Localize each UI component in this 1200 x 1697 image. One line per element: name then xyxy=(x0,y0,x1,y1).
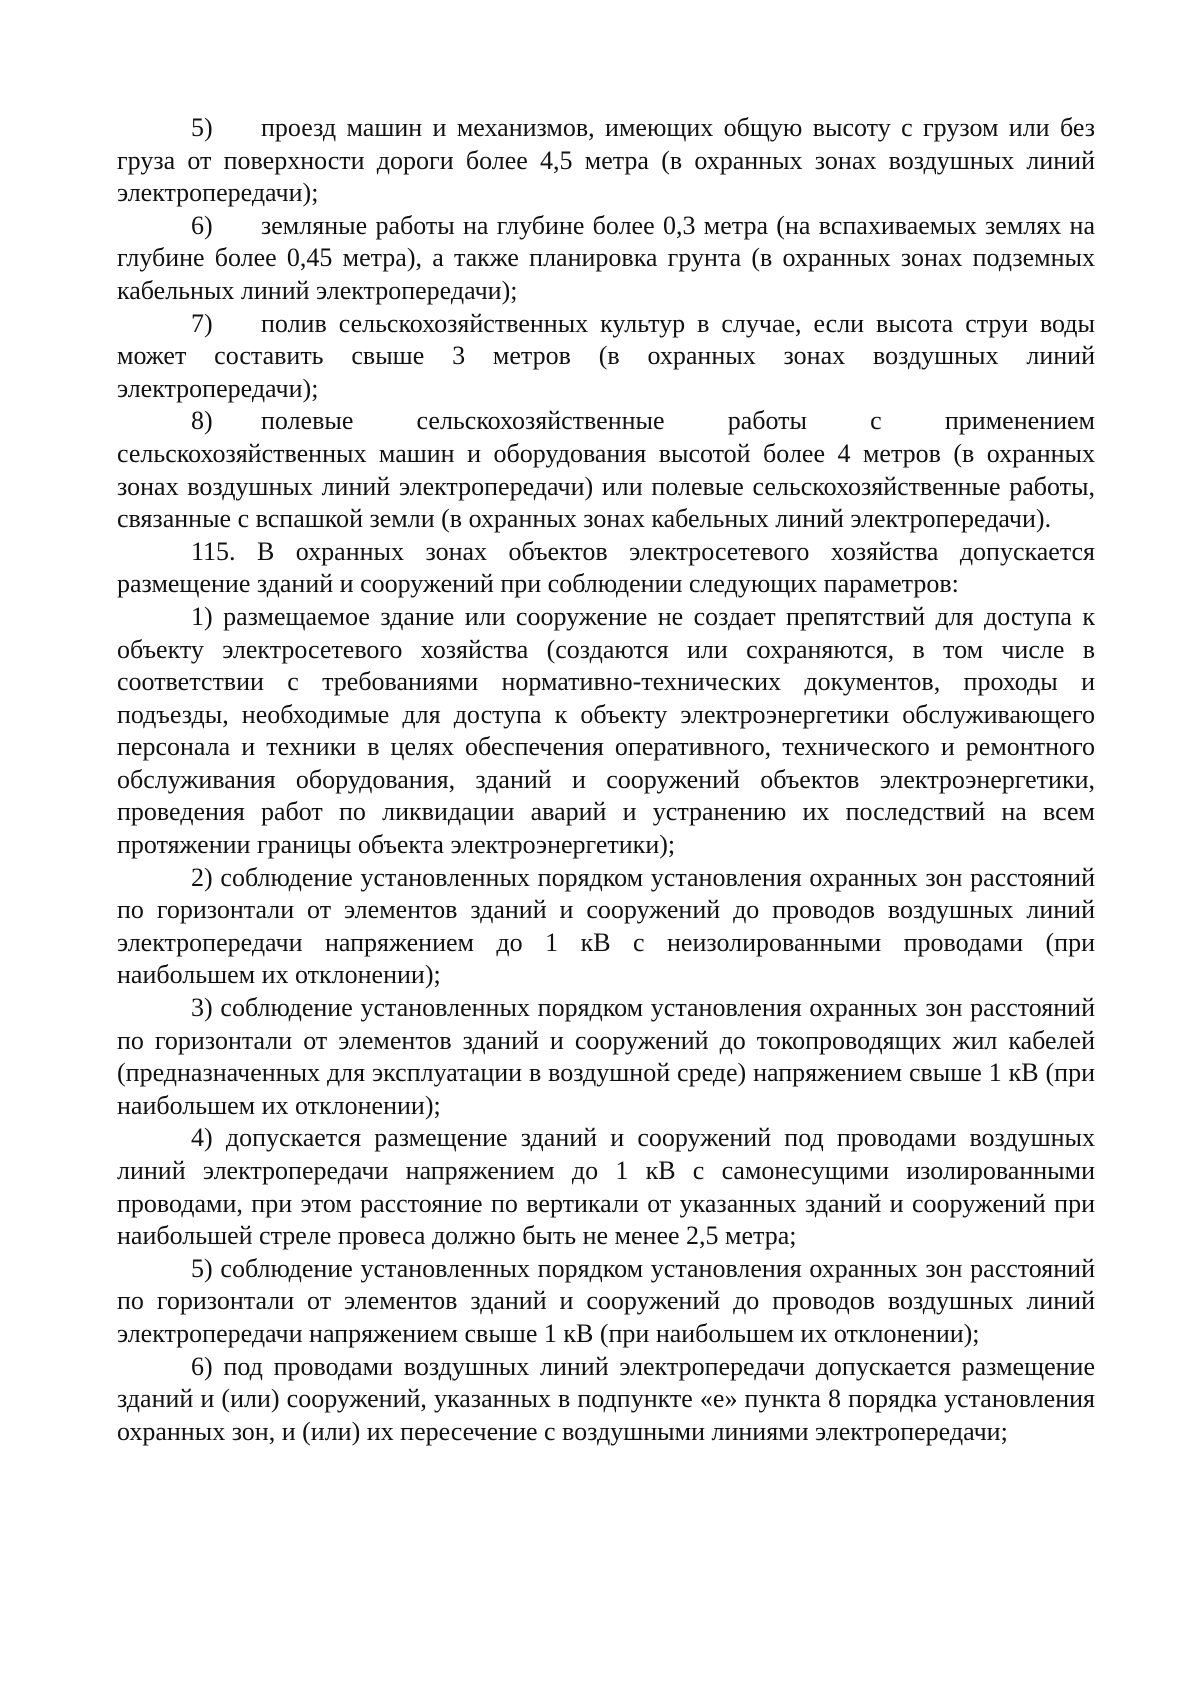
item-text-rest: сельскохозяйственных машин и оборудования высотой более 4 метров (в охранных зонах воздушных линий электропередачи) или полевые сельскохозяйственные работы, связанные с вспашкой земли (в охранных зонах кабельных линий электропередачи). xyxy=(117,438,1095,534)
list-item-6 xyxy=(117,210,1095,308)
param-item-1: 1) размещаемое здание или сооружение не создает препятствий для доступа к объекту электросетевого хозяйства (создаются или сохраняются, в том числе в соответствии с требованиями нормативно-технических документов, проходы и подъезды, необходимые для доступа к объекту электроэнергетики обслуживающего персонала и техники в целях обеспечения оперативного, технического и ремонтного обслуживания оборудования, зданий и сооружений объектов электроэнергетики, проведения работ по ликвидации аварий и устранению их последствий на всем протяжении границы объекта электроэнергетики); xyxy=(117,601,1095,860)
param-item-4: 4) допускается размещение зданий и сооружений под проводами воздушных линий электропередачи напряжением до 1 кВ с самонесущими изолированными проводами, при этом расстояние по вертикали от указанных зданий и сооружений при наибольшей стреле провеса должно быть не менее 2,5 метра; xyxy=(117,1123,1095,1251)
param-item-3: 3) соблюдение установленных порядком установления охранных зон расстояний по горизонтали от элементов зданий и сооружений до токопроводящих жил кабелей (предназначенных для эксплуатации в воздушной среде) напряжением свыше 1 кВ (при наибольшем их отклонении); xyxy=(117,993,1095,1120)
list-item-5 xyxy=(117,112,1095,210)
item-number: 5) xyxy=(191,113,213,142)
item-first-line xyxy=(117,405,1095,438)
clause-115: 115. В охранных зонах объектов электросетевого хозяйства допускается размещение зданий и сооружений при соблюдении следующих параметров: xyxy=(117,536,1095,599)
item-number: 6) xyxy=(191,210,213,240)
item-text: полив сельскохозяйственных культур в случае, если высота струи воды может составить свыше 3 метров (в охранных зонах воздушных линий электропередачи); xyxy=(117,308,1095,403)
item-number: 8) xyxy=(191,406,213,436)
item-text-first: полевые сельскохозяйственные работы с применением xyxy=(261,406,1095,436)
item-text: проезд машин и механизмов, имеющих общую высоту с грузом или без груза от поверхности дороги более 4,5 метра (в охранных зонах воздушных линий электропередачи); xyxy=(117,113,1095,208)
list-item-7 xyxy=(117,308,1095,406)
param-item-2: 2) соблюдение установленных порядком установления охранных зон расстояний по горизонтали от элементов зданий и сооружений до проводов воздушных линий электропередачи напряжением до 1 кВ с неизолированными проводами (при наибольшем их отклонении); xyxy=(117,862,1095,990)
document-page xyxy=(117,112,1095,1448)
item-text: земляные работы на глубине более 0,3 метра (на вспахиваемых землях на глубине более 0,45 метра), а также планировка грунта (в охранных зонах подземных кабельных линий электропередачи); xyxy=(117,210,1095,305)
param-item-5: 5) соблюдение установленных порядком установления охранных зон расстояний по горизонтали от элементов зданий и сооружений до проводов воздушных линий электропередачи напряжением свыше 1 кВ (при наибольшем их отклонении); xyxy=(117,1253,1095,1348)
item-number: 7) xyxy=(191,308,213,338)
param-item-6: 6) под проводами воздушных линий электропередачи допускается размещение зданий и (или) сооружений, указанных в подпункте «е» пункта 8 порядка установления охранных зон, и (или) их пересечение с воздушными линиями электропередачи; xyxy=(117,1351,1095,1446)
list-item-8 xyxy=(117,405,1095,535)
